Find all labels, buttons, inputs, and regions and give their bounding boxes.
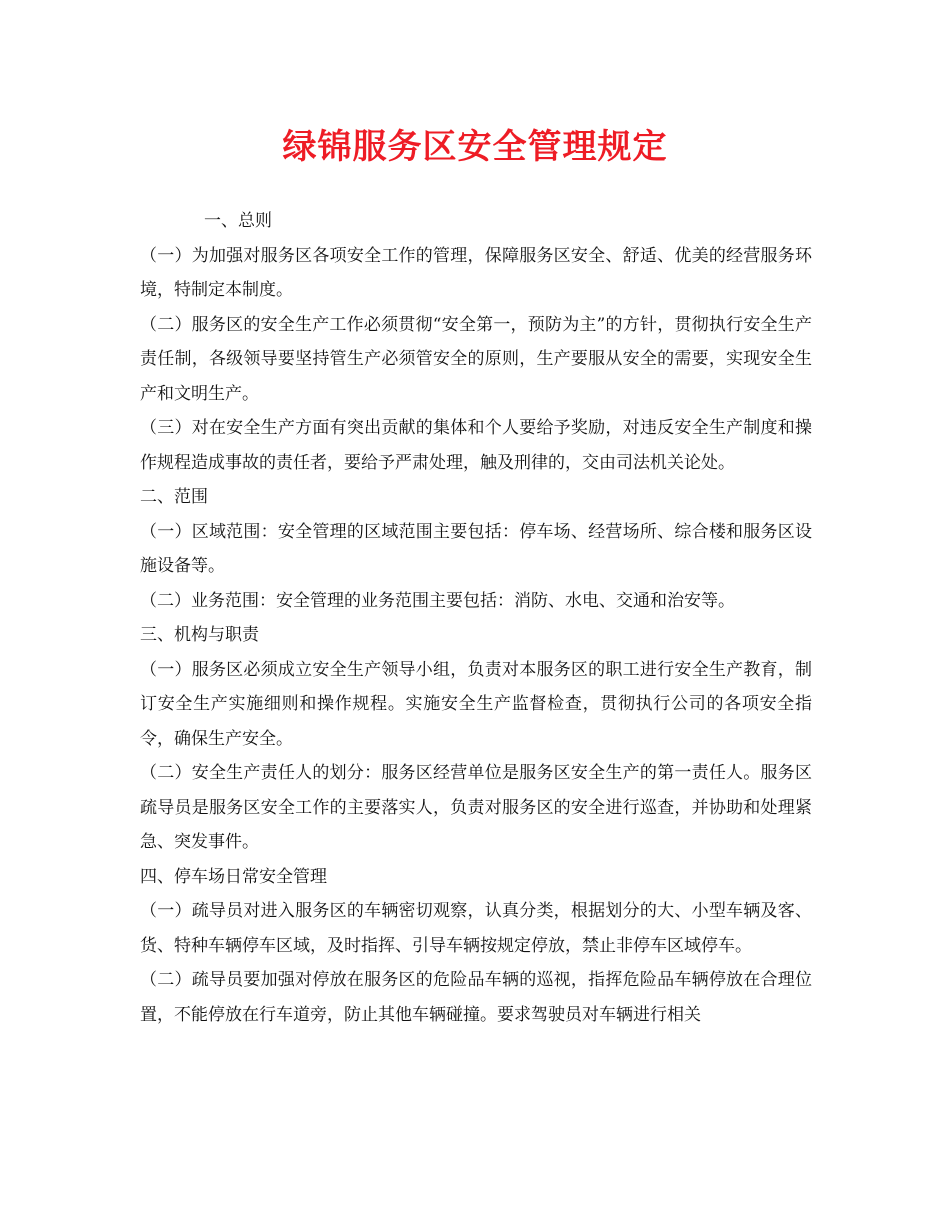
paragraph: （二）业务范围：安全管理的业务范围主要包括：消防、水电、交通和治安等。: [140, 590, 735, 611]
paragraph: （二）疏导员要加强对停放在服务区的危险品车辆的巡视，指挥危险品车辆停放在合理位置，不能停放在行车道旁，防止其他车辆碰撞。要求驾驶员对车辆进行相关: [140, 970, 812, 1025]
paragraph: （二）服务区的安全生产工作必须贯彻“安全第一，预防为主”的方针，贯彻执行安全生产责任制，各级领导要坚持管生产必须管安全的原则，生产要服从安全的需要，实现安全生产和文明生产。: [140, 314, 812, 404]
document-body: [140, 204, 812, 1032]
section-heading-organization: 三、机构与职责: [140, 625, 259, 645]
paragraph: （一）为加强对服务区各项安全工作的管理，保障服务区安全、舒适、优美的经营服务环境，特制定本制度。: [140, 245, 812, 300]
paragraph: （一）疏导员对进入服务区的车辆密切观察，认真分类，根据划分的大、小型车辆及客、货、特种车辆停车区域，及时指挥、引导车辆按规定停放，禁止非停车区域停车。: [140, 901, 812, 956]
section-heading-general: 一、总则: [204, 211, 272, 231]
document-title: 绿锦服务区安全管理规定: [282, 127, 668, 167]
paragraph: （三）对在安全生产方面有突出贡献的集体和个人要给予奖励，对违反安全生产制度和操作规程造成事故的责任者，要给予严肃处理，触及刑律的，交由司法机关论处。: [140, 418, 812, 473]
paragraph: （一）区域范围：安全管理的区域范围主要包括：停车场、经营场所、综合楼和服务区设施设备等。: [140, 521, 812, 576]
section-heading-parking: 四、停车场日常安全管理: [140, 866, 327, 887]
paragraph: （二）安全生产责任人的划分：服务区经营单位是服务区安全生产的第一责任人。服务区疏导员是服务区安全工作的主要落实人，负责对服务区的安全进行巡查，并协助和处理紧急、突发事件。: [140, 763, 812, 852]
paragraph: （一）服务区必须成立安全生产领导小组，负责对本服务区的职工进行安全生产教育，制订安全生产实施细则和操作规程。实施安全生产监督检查，贯彻执行公司的各项安全指令，确保生产安全。: [140, 659, 812, 749]
section-heading-scope: 二、范围: [140, 487, 208, 507]
